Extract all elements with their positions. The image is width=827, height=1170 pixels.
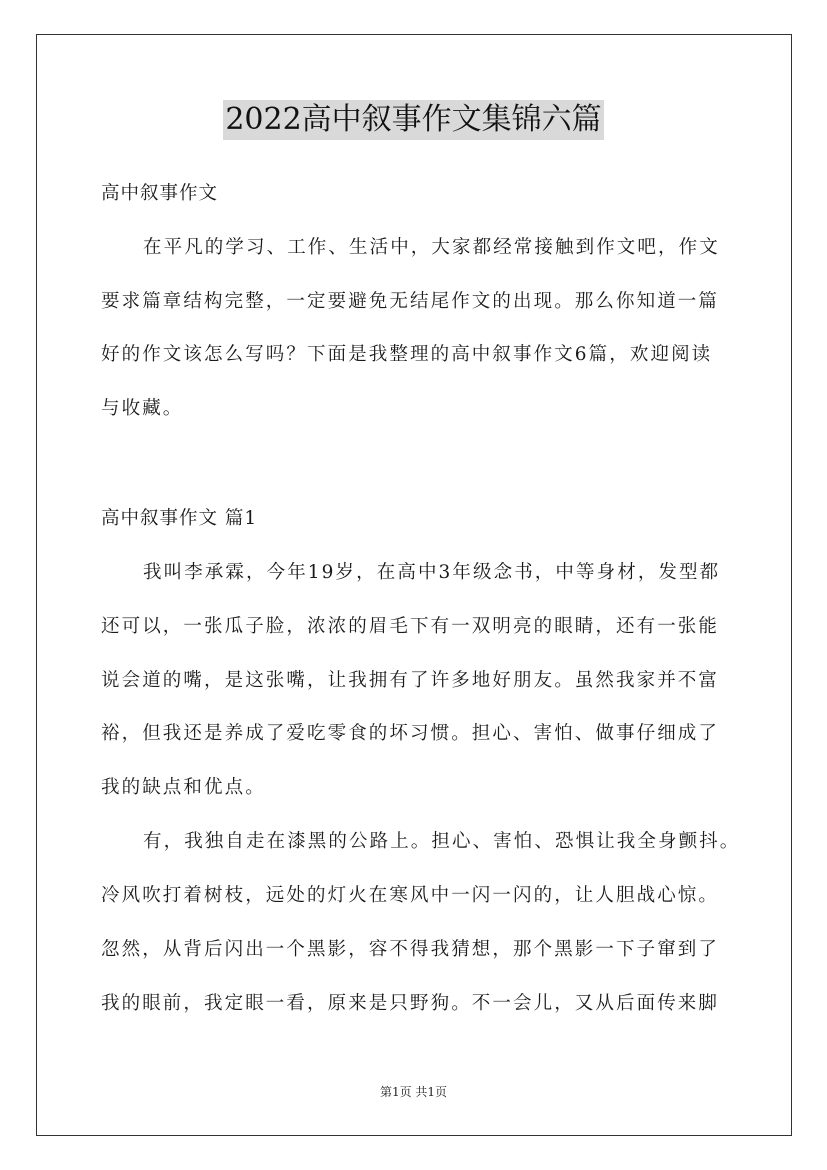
- intro-line: 与收藏。: [101, 398, 184, 419]
- page-footer: 第1页 共1页: [379, 1085, 448, 1099]
- article-heading: 高中叙事作文 篇1: [101, 508, 258, 529]
- paragraph-line: 忽然，从背后闪出一个黑影，容不得我猜想，那个黑影一下子窜到了: [101, 939, 720, 960]
- paragraph-line: 有，我独自走在漆黑的公路上。担心、害怕、恐惧让我全身颤抖。: [143, 831, 741, 852]
- section-heading: 高中叙事作文: [101, 183, 219, 204]
- paragraph-line: 裕，但我还是养成了爱吃零食的坏习惯。担心、害怕、做事仔细成了: [101, 723, 720, 744]
- title-container: [0, 100, 827, 140]
- document-title: 2022高中叙事作文集锦六篇: [223, 100, 603, 140]
- paragraph-line: 我的缺点和优点。: [101, 777, 266, 798]
- paragraph-line: 说会道的嘴，是这张嘴，让我拥有了许多地好朋友。虽然我家并不富: [101, 670, 720, 691]
- intro-line: 要求篇章结构完整，一定要避免无结尾作文的出现。那么你知道一篇: [101, 291, 720, 312]
- paragraph-line: 冷风吹打着树枝，远处的灯火在寒风中一闪一闪的，让人胆战心惊。: [101, 885, 720, 906]
- paragraph-line: 我的眼前，我定眼一看，原来是只野狗。不一会儿，又从后面传来脚: [101, 993, 720, 1014]
- paragraph-line: 我叫李承霖，今年19岁，在高中3年级念书，中等身材，发型都: [143, 562, 721, 583]
- intro-line: 好的作文该怎么写吗？下面是我整理的高中叙事作文6篇，欢迎阅读: [101, 344, 713, 365]
- intro-line: 在平凡的学习、工作、生活中，大家都经常接触到作文吧，作文: [143, 237, 720, 258]
- paragraph-line: 还可以，一张瓜子脸，浓浓的眉毛下有一双明亮的眼睛，还有一张能: [101, 616, 720, 637]
